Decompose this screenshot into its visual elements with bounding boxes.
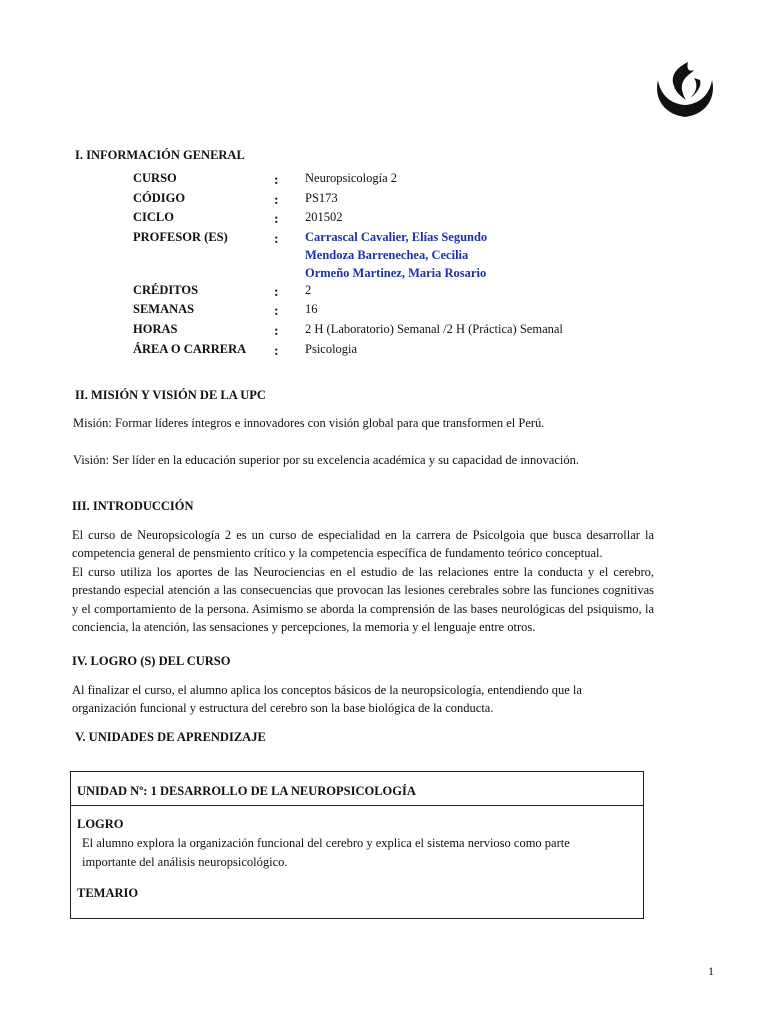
- info-label: CRÉDITOS: [133, 283, 199, 297]
- unit-logro-label: LOGRO: [77, 817, 124, 831]
- professor-name: Mendoza Barrenechea, Cecilia: [305, 248, 469, 262]
- unit-logro-text: El alumno explora la organización funcional del cerebro y explica el sistema nervioso como parte importante del análisis neuropsicológico.: [82, 836, 570, 869]
- section-4-title: IV. LOGRO (S) DEL CURSO: [72, 654, 231, 668]
- info-value: 201502: [305, 210, 343, 224]
- unit-temario-label: TEMARIO: [77, 886, 139, 900]
- info-row-creditos: [133, 283, 633, 301]
- info-label: CURSO: [133, 171, 177, 185]
- info-colon: :: [274, 212, 279, 227]
- logro-text: Al finalizar el curso, el alumno aplica los conceptos básicos de la neuropsicología, entendiendo que la organización funcional y estructura del cerebro son la base biológica de la conducta.: [72, 683, 582, 716]
- info-row-codigo: [133, 191, 633, 209]
- info-colon: :: [274, 324, 279, 339]
- info-value: Psicologia: [305, 342, 358, 356]
- info-value: PS173: [305, 191, 338, 205]
- intro-paragraph-1: El curso de Neuropsicología 2 es un curso de especialidad en la carrera de Psicolgoia que busca desarrollar la competencia general de pensmiento crítico y la competencia específica de fundamento teórico conceptual.: [72, 528, 654, 561]
- info-value: 2: [305, 283, 312, 297]
- professor-name: Ormeño Martinez, Maria Rosario: [305, 266, 487, 280]
- info-colon: :: [274, 344, 279, 359]
- info-colon: :: [274, 232, 279, 247]
- info-value: 16: [305, 302, 318, 316]
- section-1-title: I. INFORMACIÓN GENERAL: [75, 148, 245, 162]
- unit-title: UNIDAD Nº: 1 DESARROLLO DE LA NEUROPSICOLOGÍA: [77, 784, 416, 798]
- info-label: ÁREA O CARRERA: [133, 342, 247, 356]
- unit-divider: [71, 805, 643, 806]
- section-3-title: III. INTRODUCCIÓN: [72, 499, 194, 513]
- info-row-semanas: [133, 302, 633, 320]
- info-label: HORAS: [133, 322, 178, 336]
- info-value: 2 H (Laboratorio) Semanal /2 H (Práctica) Semanal: [305, 322, 563, 336]
- info-row-area: [133, 342, 633, 360]
- upc-logo-icon: [652, 60, 718, 120]
- info-label: PROFESOR (ES): [133, 230, 228, 244]
- info-colon: :: [274, 304, 279, 319]
- info-value: Neuropsicología 2: [305, 171, 397, 185]
- info-row-curso: [133, 171, 633, 189]
- info-row-horas: [133, 322, 633, 340]
- info-label: SEMANAS: [133, 302, 195, 316]
- info-label: CICLO: [133, 210, 174, 224]
- professor-name: Carrascal Cavalier, Elías Segundo: [305, 230, 488, 244]
- unit-box: [70, 771, 644, 919]
- mision-text: Misión: Formar líderes íntegros e innovadores con visión global para que transformen el Perú.: [73, 416, 545, 430]
- intro-paragraph-2: El curso utiliza los aportes de las Neurociencias en el estudio de las relaciones entre la conducta y el cerebro, prestando especial atención a las consecuencias que provocan las lesiones cerebrales sobre las funciones cognitivas y el comportamiento de la persona. Asimismo se aborda la comprensión de las bases neurológicas del psiquismo, la conciencia, la atención, las sensaciones y percepciones, la memoria y el lenguaje entre otros.: [72, 565, 654, 635]
- section-2-title: II. MISIÓN Y VISIÓN DE LA UPC: [75, 388, 266, 402]
- page-number: 1: [708, 964, 714, 978]
- info-colon: :: [274, 193, 279, 208]
- section-5-title: V. UNIDADES DE APRENDIZAJE: [75, 730, 266, 744]
- vision-text: Visión: Ser líder en la educación superior por su excelencia académica y su capacidad de innovación.: [73, 453, 579, 467]
- info-colon: :: [274, 285, 279, 300]
- info-row-ciclo: [133, 210, 633, 228]
- info-label: CÓDIGO: [133, 191, 186, 205]
- info-colon: :: [274, 173, 279, 188]
